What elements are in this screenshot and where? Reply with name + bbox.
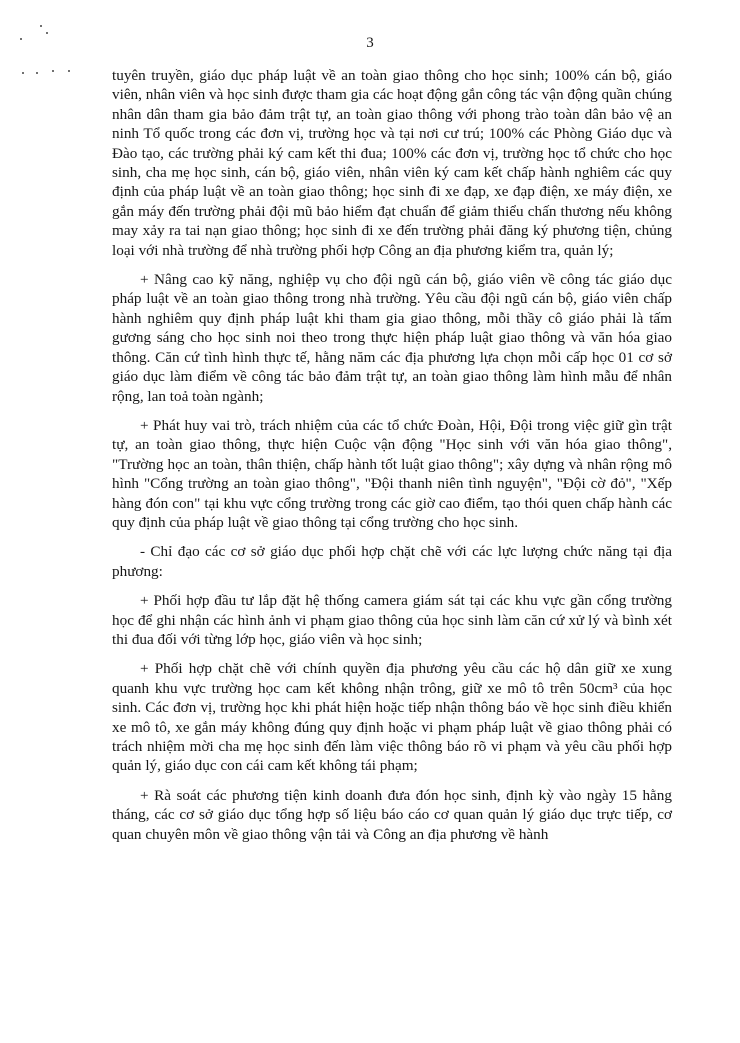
paragraph-1: tuyên truyền, giáo dục pháp luật về an toàn giao thông cho học sinh; 100% cán bộ, giáo viên, nhân viên và học sinh được tham gia các hoạt động gắn công tác vận động quần chúng nhân dân tham gia bảo đảm trật tự, an toàn giao thông với phong trào toàn dân bảo vệ an ninh Tổ quốc trong các đơn vị, trường học và tại nơi cư trú; 100% các Phòng Giáo dục và Đào tạo, các trường phải ký cam kết thi đua; 100% các đơn vị, trường học tổ chức cho học sinh, cha mẹ học sinh, cán bộ, giáo viên, nhân viên ký cam kết chấp hành nghiêm các quy định của pháp luật về an toàn giao thông; học sinh đi xe đạp, xe đạp điện, xe máy điện, xe gắn máy đến trường phải đội mũ bảo hiểm đạt chuẩn để giảm thiểu chấn thương nếu không may xảy ra tai nạn giao thông; học sinh đi xe đến trường phải đăng ký phương tiện, chủng loại với nhà trường để nhà trường phối hợp Công an địa phương kiểm tra, quản lý; xyxy=(112,67,672,259)
paragraph-6: + Phối hợp chặt chẽ với chính quyền địa phương yêu cầu các hộ dân giữ xe xung quanh khu vực trường học cam kết không nhận trông, giữ xe mô tô trên 50cm³ của học sinh. Các đơn vị, trường học khi phát hiện hoặc tiếp nhận thông báo về học sinh điều khiển xe mô tô, xe gắn máy không đúng quy định hoặc vi phạm pháp luật về giao thông phải có trách nhiệm mời cha mẹ học sinh đến làm việc thông báo rõ vi phạm và yêu cầu phối hợp quản lý, giáo dục con cái cam kết không tái phạm; xyxy=(112,660,672,775)
paragraph-5: + Phối hợp đầu tư lắp đặt hệ thống camera giám sát tại các khu vực gần cổng trường học để ghi nhận các hình ảnh vi phạm giao thông của học sinh làm căn cứ xử lý và bình xét thi đua đối với từng lớp học, giáo viên và học sinh; xyxy=(112,592,672,648)
paragraph-2: + Nâng cao kỹ năng, nghiệp vụ cho đội ngũ cán bộ, giáo viên về công tác giáo dục pháp luật về an toàn giao thông trong nhà trường. Yêu cầu đội ngũ cán bộ, giáo viên chấp hành nghiêm quy định pháp luật khi tham gia giao thông, mỗi thầy cô giáo phải là tấm gương sáng cho học sinh noi theo trong thực hiện pháp luật giao thông và văn hóa giao thông. Căn cứ tình hình thực tế, hằng năm các địa phương lựa chọn mỗi cấp học 01 cơ sở giáo dục làm điểm về công tác bảo đảm trật tự, an toàn giao thông làm hình mẫu để nhân rộng, lan toả toàn ngành; xyxy=(112,271,672,405)
paragraph-4: - Chỉ đạo các cơ sở giáo dục phối hợp chặt chẽ với các lực lượng chức năng tại địa phương: xyxy=(112,543,672,580)
paragraph-3: + Phát huy vai trò, trách nhiệm của các tổ chức Đoàn, Hội, Đội trong việc giữ gìn trật tự, an toàn giao thông, thực hiện Cuộc vận động "Học sinh với văn hóa giao thông", "Trường học an toàn, thân thiện, chấp hành tốt luật giao thông"; xây dựng và nhân rộng mô hình "Cổng trường an toàn giao thông", "Đội thanh niên tình nguyện", "Đội cờ đỏ", "Xếp hàng đón con" tại khu vực cổng trường trong các giờ cao điểm, tạo thói quen chấp hành các quy định của pháp luật về giao thông tại cổng trường cho học sinh. xyxy=(112,416,672,531)
page-number: 3 xyxy=(366,35,374,51)
document-body xyxy=(112,66,672,854)
paragraph-7: + Rà soát các phương tiện kinh doanh đưa đón học sinh, định kỳ vào ngày 15 hằng tháng, các cơ sở giáo dục tổng hợp số liệu báo cáo cơ quan quản lý giáo dục trực tiếp, cơ quan chuyên môn về giao thông vận tải và Công an địa phương về hành xyxy=(112,786,672,843)
scan-specks xyxy=(18,20,88,90)
